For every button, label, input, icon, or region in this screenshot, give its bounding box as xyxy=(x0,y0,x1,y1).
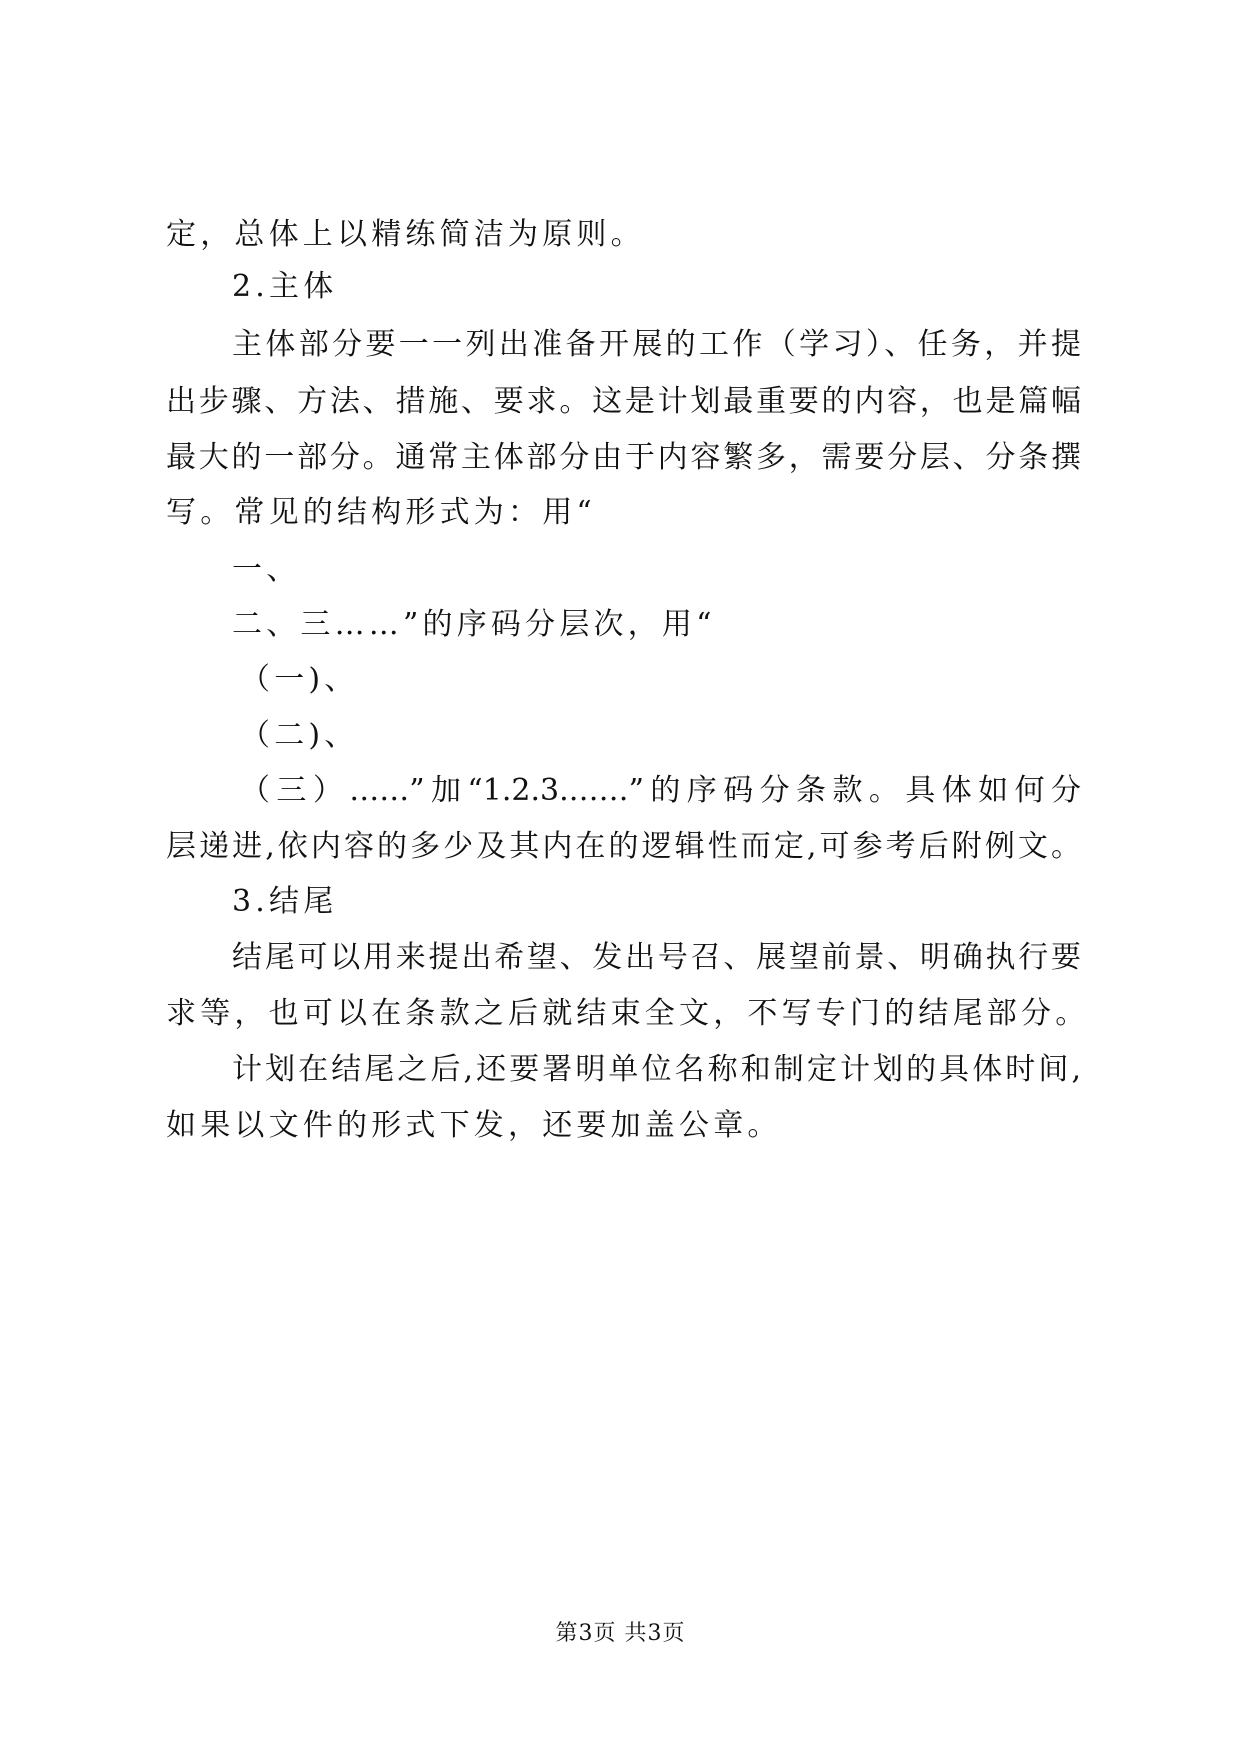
text-line-17: 如果以文件的形式下发，还要加盖公章。 xyxy=(166,1108,782,1143)
text-line-6: 写。常见的结构形式为：用“ xyxy=(166,495,596,530)
section-heading-body: 2.主体 xyxy=(232,269,338,304)
text-line-10: （二)、 xyxy=(240,718,359,753)
text-line-16: 计划在结尾之后,还要署明单位名称和制定计划的具体时间, xyxy=(232,1052,1081,1087)
text-line-5: 最大的一部分。通常主体部分由于内容繁多，需要分层、分条撰 xyxy=(166,440,1081,475)
text-line-12: 层递进,依内容的多少及其内在的逻辑性而定,可参考后附例文。 xyxy=(166,829,1081,864)
text-line-1: 定，总体上以精练简洁为原则。 xyxy=(166,217,645,252)
section-heading-ending: 3.结尾 xyxy=(232,884,338,919)
text-line-9: （一)、 xyxy=(240,662,359,697)
text-line-3: 主体部分要一一列出准备开展的工作（学习）、任务，并提 xyxy=(232,327,1081,362)
text-line-15: 求等，也可以在条款之后就结束全文，不写专门的结尾部分。 xyxy=(166,996,1090,1031)
text-line-8: 二、三……”的序码分层次，用“ xyxy=(232,607,716,642)
text-line-7: 一、 xyxy=(232,552,301,587)
text-line-14: 结尾可以用来提出希望、发出号召、展望前景、明确执行要 xyxy=(232,940,1081,975)
text-line-11: （三）……”加“1.2.3.……”的序码分条款。具体如何分 xyxy=(240,773,1081,808)
page-footer: 第3页 共3页 xyxy=(555,1621,686,1646)
text-line-4: 出步骤、方法、措施、要求。这是计划最重要的内容，也是篇幅 xyxy=(166,384,1081,419)
